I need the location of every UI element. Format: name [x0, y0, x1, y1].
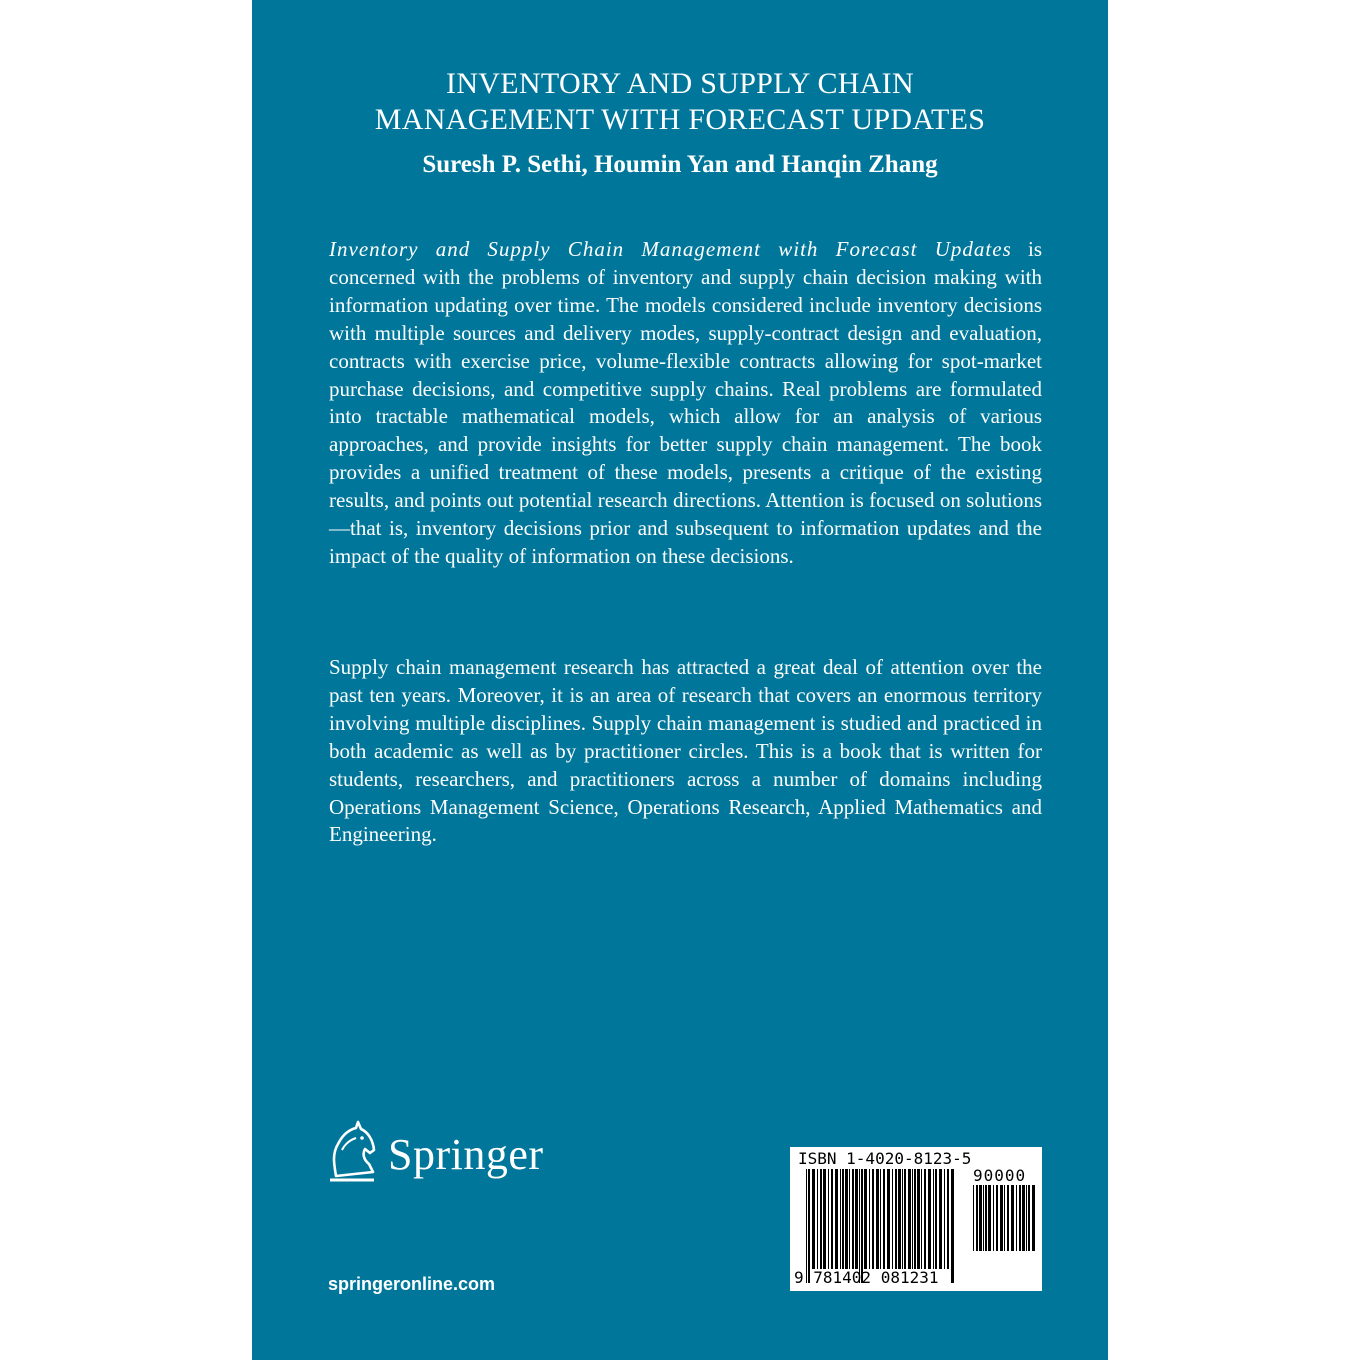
barcode-bar	[842, 1169, 844, 1269]
barcode-bar	[876, 1169, 879, 1269]
barcode-bar	[1022, 1185, 1025, 1251]
barcode-bar	[1028, 1185, 1030, 1251]
barcode-bar	[951, 1169, 954, 1283]
barcode-bar	[1004, 1185, 1005, 1251]
barcode-bar	[1016, 1185, 1017, 1251]
isbn-barcode	[790, 1147, 1042, 1291]
barcode-bar	[939, 1169, 942, 1269]
barcode-bar	[892, 1169, 893, 1269]
barcode-bar	[914, 1169, 916, 1269]
publisher-website: springeronline.com	[328, 1274, 496, 1294]
book-authors: Suresh P. Sethi, Houmin Yan and Hanqin Zhang	[422, 151, 938, 178]
book-title-line-1: INVENTORY AND SUPPLY CHAIN	[446, 67, 914, 100]
barcode-bar	[976, 1185, 978, 1251]
barcode-bar	[883, 1169, 885, 1269]
barcode-bar	[864, 1169, 867, 1269]
barcode-bar	[855, 1169, 858, 1269]
barcode-bar	[808, 1169, 810, 1283]
barcode-bar	[935, 1169, 937, 1269]
barcode-bar	[849, 1169, 850, 1269]
springer-wordmark: Springer	[388, 1130, 544, 1179]
ean-digits: 9 781402 081231	[794, 1268, 939, 1287]
barcode-bar	[944, 1169, 945, 1269]
barcode-addon-bars	[973, 1185, 1035, 1265]
springer-horse-icon	[326, 1120, 378, 1184]
barcode-bar	[806, 1169, 807, 1283]
barcode-bar	[985, 1185, 987, 1251]
book-title	[252, 66, 1108, 138]
barcode-bar	[973, 1185, 974, 1251]
barcode-bar	[988, 1185, 991, 1251]
barcode-bar	[859, 1169, 860, 1283]
barcode-bar	[823, 1169, 826, 1269]
barcode-bar	[831, 1169, 833, 1269]
book-back-cover	[252, 0, 1108, 1360]
barcode-bar	[983, 1185, 984, 1251]
barcode-bar	[887, 1169, 890, 1269]
blurb-paragraph-1	[329, 236, 1042, 571]
barcode-bar	[820, 1169, 822, 1269]
barcode-bar	[917, 1169, 920, 1269]
barcode-bar	[912, 1169, 913, 1269]
barcode-bar	[1000, 1185, 1003, 1251]
barcode-main-bars	[806, 1169, 956, 1283]
barcode-bar	[869, 1169, 870, 1269]
blurb-paragraph-1-text: is concerned with the problems of inventory and supply chain decision making with information updating over time. The models considered include inventory decisions with multiple sources and delivery modes, supply-contract design and evaluation, contracts with exercise price, volume-flexible contracts allowing for spot-market purchase decisions, and competitive supply chains. Real problems are formulated into tractable mathematical models, which allow for an analysis of various approaches, and provide insights for better supply chain management. The book provides a unified treatment of these models, presents a critique of the existing results, and points out potential research directions. Attention is focused on solutions—that is, inventory decisions prior and subsequent to information updates and the impact of the quality of information on these decisions.	[329, 237, 1042, 568]
barcode-bar	[993, 1185, 994, 1251]
barcode-bar	[835, 1169, 838, 1269]
barcode-bar	[1007, 1185, 1009, 1251]
barcode-bar	[895, 1169, 897, 1269]
barcode-bar	[1032, 1185, 1035, 1251]
barcode-bar	[1026, 1185, 1027, 1251]
book-title-line-2: MANAGEMENT WITH FORECAST UPDATES	[374, 103, 986, 136]
barcode-bar	[924, 1169, 926, 1269]
barcode-price-code: 90000	[973, 1166, 1027, 1185]
blurb-book-title: Inventory and Supply Chain Management with Forecast Updates	[329, 237, 1012, 261]
barcode-bar	[1011, 1185, 1014, 1251]
barcode-bar	[880, 1169, 881, 1269]
barcode-bar	[812, 1169, 815, 1269]
barcode-bar	[845, 1169, 848, 1269]
barcode-bar	[979, 1185, 982, 1251]
barcode-bar	[1019, 1185, 1021, 1251]
barcode-bar	[921, 1169, 922, 1269]
springer-logo	[326, 1120, 626, 1190]
barcode-bar	[947, 1169, 949, 1269]
isbn-number: ISBN 1-4020-8123-5	[798, 1149, 972, 1168]
barcode-bar	[817, 1169, 818, 1269]
barcode-bar	[904, 1169, 906, 1269]
barcode-bar	[928, 1169, 931, 1269]
barcode-bar	[840, 1169, 841, 1269]
barcode-bar	[898, 1169, 901, 1269]
barcode-bar	[908, 1169, 911, 1269]
barcode-bar	[996, 1185, 998, 1251]
barcode-bar	[861, 1169, 863, 1283]
barcode-bar	[852, 1169, 854, 1269]
barcode-bar	[933, 1169, 934, 1269]
blurb-paragraph-2: Supply chain management research has attracted a great deal of attention over the past ten years. Moreover, it is an area of research that covers an enormous territory involving multiple disciplines. Supply chain management is studied and practiced in both academic as well as by practitioner circles. This is a book that is written for students, researchers, and practitioners across a number of domains including Operations Management Science, Operations Research, Applied Mathematics and Engineering.	[329, 655, 1042, 847]
barcode-bar	[872, 1169, 874, 1269]
barcode-bar	[902, 1169, 903, 1269]
barcode-bar	[828, 1169, 829, 1269]
